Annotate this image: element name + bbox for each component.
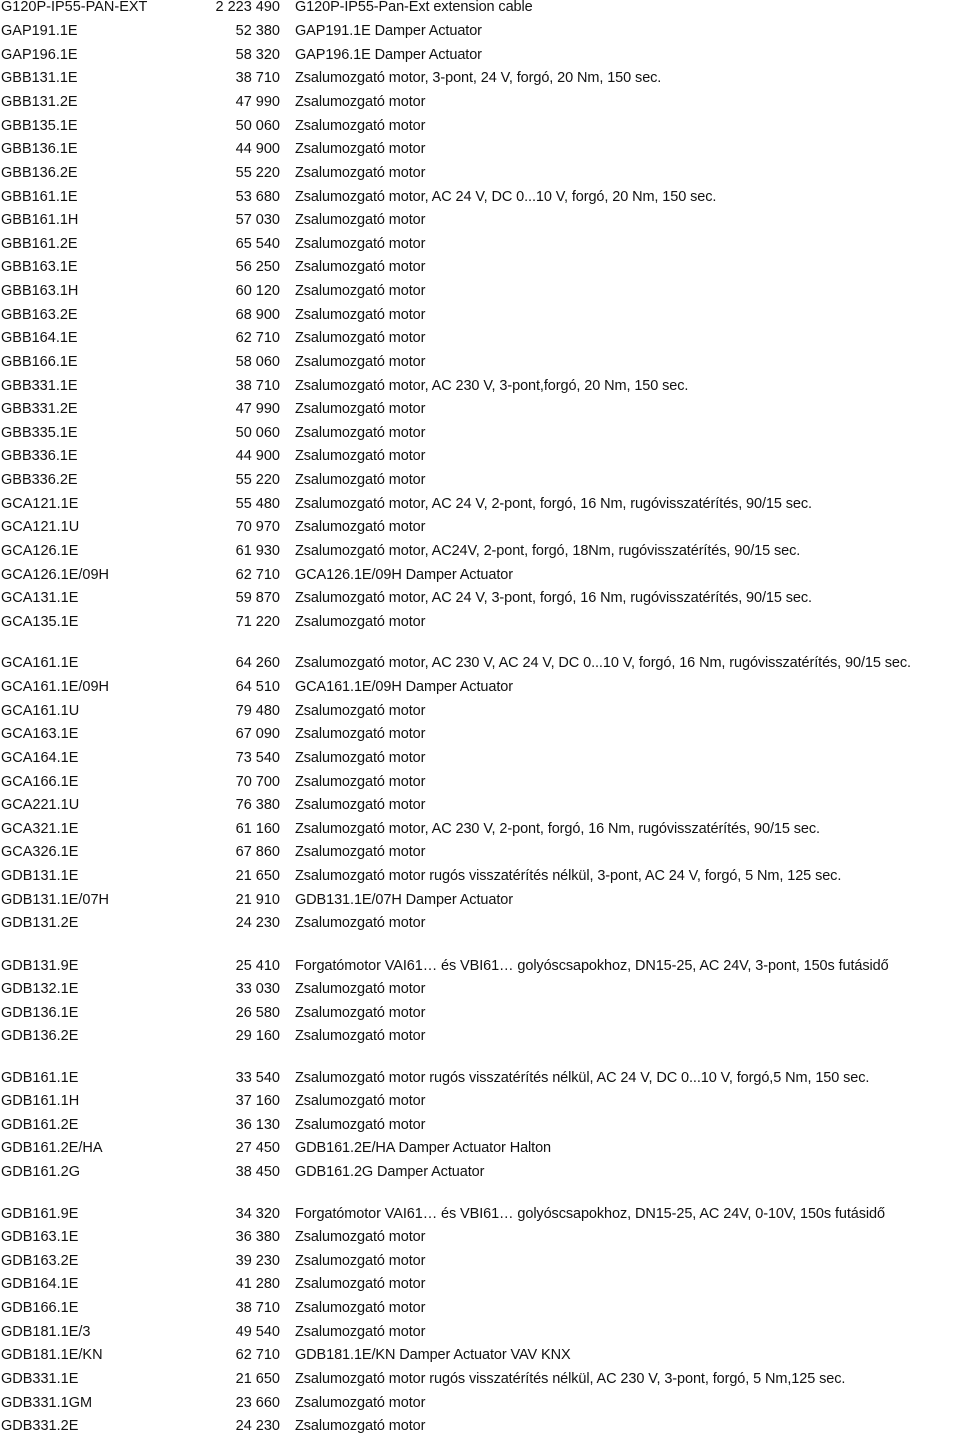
table-row	[0, 1026, 960, 1046]
product-code: GDB131.9E	[1, 958, 79, 974]
product-price: 53 680	[235, 189, 280, 205]
product-price: 23 660	[235, 1395, 280, 1411]
product-description: Zsalumozgató motor	[295, 1395, 426, 1411]
product-description: Zsalumozgató motor	[295, 1253, 426, 1269]
product-code: GCA135.1E	[1, 614, 79, 630]
product-description: GDB131.1E/07H Damper Actuator	[295, 892, 513, 908]
product-price: 38 450	[235, 1164, 280, 1180]
table-row	[0, 819, 960, 839]
product-description: GCA161.1E/09H Damper Actuator	[295, 679, 513, 695]
product-code: GDB161.1E	[1, 1070, 79, 1086]
table-row	[0, 328, 960, 348]
product-code: GCA164.1E	[1, 750, 79, 766]
table-row	[0, 163, 960, 183]
product-code: GAP191.1E	[1, 23, 78, 39]
product-price: 71 220	[235, 614, 280, 630]
product-code: GCA126.1E	[1, 543, 79, 559]
product-price: 68 900	[235, 307, 280, 323]
product-description: Zsalumozgató motor	[295, 1117, 426, 1133]
product-description: Zsalumozgató motor	[295, 1300, 426, 1316]
product-description: Zsalumozgató motor	[295, 1418, 426, 1434]
table-row	[0, 1298, 960, 1318]
product-price: 29 160	[235, 1028, 280, 1044]
product-code: GDB164.1E	[1, 1276, 79, 1292]
product-price: 37 160	[235, 1093, 280, 1109]
table-row	[0, 1227, 960, 1247]
product-code: G120P-IP55-PAN-EXT	[1, 0, 148, 15]
product-price: 33 540	[235, 1070, 280, 1086]
table-row	[0, 1003, 960, 1023]
product-code: GDB131.1E/07H	[1, 892, 110, 908]
product-description: Zsalumozgató motor rugós visszatérítés nélkül, AC 24 V, DC 0...10 V, forgó,5 Nm, 150 sec.	[295, 1070, 870, 1086]
product-code: GCA221.1U	[1, 797, 80, 813]
product-description: Zsalumozgató motor	[295, 703, 426, 719]
table-row	[0, 21, 960, 41]
product-code: GCA326.1E	[1, 844, 79, 860]
product-code: GBB131.1E	[1, 70, 78, 86]
table-row	[0, 979, 960, 999]
table-row	[0, 45, 960, 65]
product-price: 21 650	[235, 868, 280, 884]
product-description: Zsalumozgató motor	[295, 726, 426, 742]
product-price: 64 510	[235, 679, 280, 695]
product-code: GBB135.1E	[1, 118, 78, 134]
product-code: GCA163.1E	[1, 726, 79, 742]
product-code: GBB331.1E	[1, 378, 78, 394]
product-code: GCA161.1E	[1, 655, 79, 671]
product-price: 58 320	[235, 47, 280, 63]
product-price: 70 700	[235, 774, 280, 790]
table-row	[0, 0, 960, 17]
product-description: Zsalumozgató motor	[295, 472, 426, 488]
product-description: Zsalumozgató motor	[295, 259, 426, 275]
product-description: G120P-IP55-Pan-Ext extension cable	[295, 0, 533, 15]
product-price: 21 650	[235, 1371, 280, 1387]
product-code: GDB161.2G	[1, 1164, 80, 1180]
product-code: GDB136.1E	[1, 1005, 79, 1021]
product-description: Zsalumozgató motor, AC 24 V, 2-pont, forgó, 16 Nm, rugóvisszatérítés, 90/15 sec.	[295, 496, 812, 512]
product-code: GBB163.1H	[1, 283, 79, 299]
table-row	[0, 305, 960, 325]
product-price: 39 230	[235, 1253, 280, 1269]
table-row	[0, 701, 960, 721]
product-code: GBB164.1E	[1, 330, 78, 346]
product-price: 60 120	[235, 283, 280, 299]
product-price: 73 540	[235, 750, 280, 766]
product-price: 27 450	[235, 1140, 280, 1156]
product-price: 55 480	[235, 496, 280, 512]
product-code: GBB336.1E	[1, 448, 78, 464]
product-description: Zsalumozgató motor	[295, 118, 426, 134]
product-price: 52 380	[235, 23, 280, 39]
product-code: GBB163.1E	[1, 259, 78, 275]
product-price: 61 160	[235, 821, 280, 837]
product-code: GCA121.1U	[1, 519, 80, 535]
product-description: Zsalumozgató motor	[295, 1005, 426, 1021]
product-price: 65 540	[235, 236, 280, 252]
product-code: GCA161.1U	[1, 703, 80, 719]
product-description: Zsalumozgató motor	[295, 425, 426, 441]
product-description: Zsalumozgató motor, AC 230 V, 3-pont,forgó, 20 Nm, 150 sec.	[295, 378, 689, 394]
product-description: Zsalumozgató motor	[295, 401, 426, 417]
product-code: GDB136.2E	[1, 1028, 79, 1044]
product-code: GCA121.1E	[1, 496, 79, 512]
table-row	[0, 1369, 960, 1389]
product-price: 79 480	[235, 703, 280, 719]
table-row	[0, 956, 960, 976]
product-price: 56 250	[235, 259, 280, 275]
product-description: Forgatómotor VAI61… és VBI61… golyóscsapokhoz, DN15-25, AC 24V, 0-10V, 150s futásidő	[295, 1206, 885, 1222]
product-price: 50 060	[235, 425, 280, 441]
product-code: GDB161.9E	[1, 1206, 79, 1222]
product-code: GDB166.1E	[1, 1300, 79, 1316]
table-row	[0, 1345, 960, 1365]
product-description: Zsalumozgató motor	[295, 354, 426, 370]
product-price: 62 710	[235, 330, 280, 346]
product-description: Forgatómotor VAI61… és VBI61… golyóscsapokhoz, DN15-25, AC 24V, 3-pont, 150s futásidő	[295, 958, 889, 974]
product-description: Zsalumozgató motor	[295, 774, 426, 790]
table-row	[0, 352, 960, 372]
table-row	[0, 470, 960, 490]
product-description: Zsalumozgató motor	[295, 236, 426, 252]
table-row	[0, 565, 960, 585]
product-code: GDB331.2E	[1, 1418, 79, 1434]
table-row	[0, 517, 960, 537]
product-code: GDB132.1E	[1, 981, 79, 997]
table-row	[0, 494, 960, 514]
product-description: Zsalumozgató motor	[295, 448, 426, 464]
table-row	[0, 423, 960, 443]
product-price: 24 230	[235, 1418, 280, 1434]
product-code: GBB131.2E	[1, 94, 78, 110]
product-description: Zsalumozgató motor, AC 230 V, 2-pont, forgó, 16 Nm, rugóvisszatérítés, 90/15 sec.	[295, 821, 820, 837]
product-description: Zsalumozgató motor	[295, 797, 426, 813]
product-code: GDB331.1E	[1, 1371, 79, 1387]
product-price: 33 030	[235, 981, 280, 997]
product-code: GBB161.1H	[1, 212, 79, 228]
product-code: GBB335.1E	[1, 425, 78, 441]
product-price: 62 710	[235, 567, 280, 583]
product-description: Zsalumozgató motor, AC 24 V, 3-pont, forgó, 16 Nm, rugóvisszatérítés, 90/15 sec.	[295, 590, 812, 606]
product-price: 70 970	[235, 519, 280, 535]
product-description: Zsalumozgató motor	[295, 981, 426, 997]
product-code: GCA126.1E/09H	[1, 567, 110, 583]
product-price: 64 260	[235, 655, 280, 671]
product-description: Zsalumozgató motor rugós visszatérítés nélkül, 3-pont, AC 24 V, forgó, 5 Nm, 125 sec.	[295, 868, 842, 884]
table-row	[0, 588, 960, 608]
product-code: GBB161.1E	[1, 189, 78, 205]
table-row	[0, 1115, 960, 1135]
product-price: 55 220	[235, 165, 280, 181]
product-price: 47 990	[235, 401, 280, 417]
product-price: 67 860	[235, 844, 280, 860]
table-row	[0, 116, 960, 136]
table-row	[0, 748, 960, 768]
product-code: GCA161.1E/09H	[1, 679, 110, 695]
product-price: 36 380	[235, 1229, 280, 1245]
product-code: GDB161.2E/HA	[1, 1140, 103, 1156]
product-price: 58 060	[235, 354, 280, 370]
table-row	[0, 139, 960, 159]
table-row	[0, 376, 960, 396]
product-description: Zsalumozgató motor	[295, 844, 426, 860]
product-price: 47 990	[235, 94, 280, 110]
product-price: 76 380	[235, 797, 280, 813]
product-price: 61 930	[235, 543, 280, 559]
table-row	[0, 724, 960, 744]
product-description: Zsalumozgató motor	[295, 1229, 426, 1245]
product-description: Zsalumozgató motor	[295, 141, 426, 157]
product-description: Zsalumozgató motor	[295, 165, 426, 181]
table-row	[0, 913, 960, 933]
product-description: GAP196.1E Damper Actuator	[295, 47, 482, 63]
product-price: 36 130	[235, 1117, 280, 1133]
product-price: 26 580	[235, 1005, 280, 1021]
product-code: GDB181.1E/KN	[1, 1347, 103, 1363]
table-row	[0, 653, 960, 673]
table-row	[0, 92, 960, 112]
product-price: 38 710	[235, 378, 280, 394]
product-code: GDB161.1H	[1, 1093, 80, 1109]
product-description: Zsalumozgató motor, AC 230 V, AC 24 V, DC 0...10 V, forgó, 16 Nm, rugóvisszatérítés, 90/15 sec.	[295, 655, 911, 671]
product-description: Zsalumozgató motor	[295, 1324, 426, 1340]
table-row	[0, 1251, 960, 1271]
product-price: 24 230	[235, 915, 280, 931]
product-description: Zsalumozgató motor, 3-pont, 24 V, forgó, 20 Nm, 150 sec.	[295, 70, 662, 86]
product-code: GDB163.2E	[1, 1253, 79, 1269]
table-row	[0, 68, 960, 88]
table-row	[0, 446, 960, 466]
table-row	[0, 772, 960, 792]
product-price: 67 090	[235, 726, 280, 742]
product-price: 38 710	[235, 1300, 280, 1316]
product-code: GDB163.1E	[1, 1229, 79, 1245]
product-code: GBB163.2E	[1, 307, 78, 323]
product-price: 44 900	[235, 448, 280, 464]
table-row	[0, 1091, 960, 1111]
product-description: Zsalumozgató motor, AC 24 V, DC 0...10 V, forgó, 20 Nm, 150 sec.	[295, 189, 717, 205]
table-row	[0, 612, 960, 632]
product-description: GAP191.1E Damper Actuator	[295, 23, 482, 39]
product-code: GBB136.2E	[1, 165, 78, 181]
product-description: Zsalumozgató motor	[295, 519, 426, 535]
product-code: GCA321.1E	[1, 821, 79, 837]
product-description: Zsalumozgató motor	[295, 94, 426, 110]
product-description: Zsalumozgató motor	[295, 915, 426, 931]
table-row	[0, 257, 960, 277]
product-price: 21 910	[235, 892, 280, 908]
table-row	[0, 187, 960, 207]
table-row	[0, 541, 960, 561]
table-row	[0, 1274, 960, 1294]
product-description: Zsalumozgató motor	[295, 1028, 426, 1044]
table-row	[0, 1393, 960, 1413]
product-code: GDB161.2E	[1, 1117, 79, 1133]
table-row	[0, 210, 960, 230]
product-description: Zsalumozgató motor, AC24V, 2-pont, forgó, 18Nm, rugóvisszatérítés, 90/15 sec.	[295, 543, 801, 559]
product-price: 38 710	[235, 70, 280, 86]
product-description: Zsalumozgató motor	[295, 307, 426, 323]
product-description: GCA126.1E/09H Damper Actuator	[295, 567, 513, 583]
table-row	[0, 866, 960, 886]
product-description: Zsalumozgató motor	[295, 1093, 426, 1109]
table-row	[0, 1204, 960, 1224]
product-description: Zsalumozgató motor	[295, 283, 426, 299]
table-row	[0, 399, 960, 419]
product-price: 25 410	[235, 958, 280, 974]
product-code: GBB161.2E	[1, 236, 78, 252]
table-row	[0, 842, 960, 862]
table-row	[0, 234, 960, 254]
table-row	[0, 1322, 960, 1342]
table-row	[0, 1068, 960, 1088]
product-code: GAP196.1E	[1, 47, 78, 63]
product-price: 34 320	[235, 1206, 280, 1222]
product-code: GCA166.1E	[1, 774, 79, 790]
product-description: GDB181.1E/KN Damper Actuator VAV KNX	[295, 1347, 571, 1363]
product-price: 50 060	[235, 118, 280, 134]
table-row	[0, 795, 960, 815]
product-price: 2 223 490	[215, 0, 280, 15]
product-code: GBB331.2E	[1, 401, 78, 417]
product-description: Zsalumozgató motor	[295, 212, 426, 228]
table-row	[0, 281, 960, 301]
table-row	[0, 1162, 960, 1182]
product-price: 59 870	[235, 590, 280, 606]
table-row	[0, 677, 960, 697]
product-description: GDB161.2E/HA Damper Actuator Halton	[295, 1140, 552, 1156]
product-code: GDB131.1E	[1, 868, 79, 884]
product-code: GCA131.1E	[1, 590, 79, 606]
product-code: GDB181.1E/3	[1, 1324, 91, 1340]
product-code: GBB336.2E	[1, 472, 78, 488]
product-price: 55 220	[235, 472, 280, 488]
table-row	[0, 1138, 960, 1158]
product-description: Zsalumozgató motor	[295, 750, 426, 766]
product-description: GDB161.2G Damper Actuator	[295, 1164, 485, 1180]
product-description: Zsalumozgató motor	[295, 1276, 426, 1292]
product-code: GBB136.1E	[1, 141, 78, 157]
product-code: GDB331.1GM	[1, 1395, 93, 1411]
product-description: Zsalumozgató motor rugós visszatérítés nélkül, AC 230 V, 3-pont, forgó, 5 Nm,125 sec.	[295, 1371, 846, 1387]
table-row	[0, 1416, 960, 1436]
table-row	[0, 890, 960, 910]
product-code: GDB131.2E	[1, 915, 79, 931]
product-price: 62 710	[235, 1347, 280, 1363]
product-price: 44 900	[235, 141, 280, 157]
product-description: Zsalumozgató motor	[295, 614, 426, 630]
product-code: GBB166.1E	[1, 354, 78, 370]
product-description: Zsalumozgató motor	[295, 330, 426, 346]
product-price: 49 540	[235, 1324, 280, 1340]
product-price: 41 280	[235, 1276, 280, 1292]
product-price: 57 030	[235, 212, 280, 228]
